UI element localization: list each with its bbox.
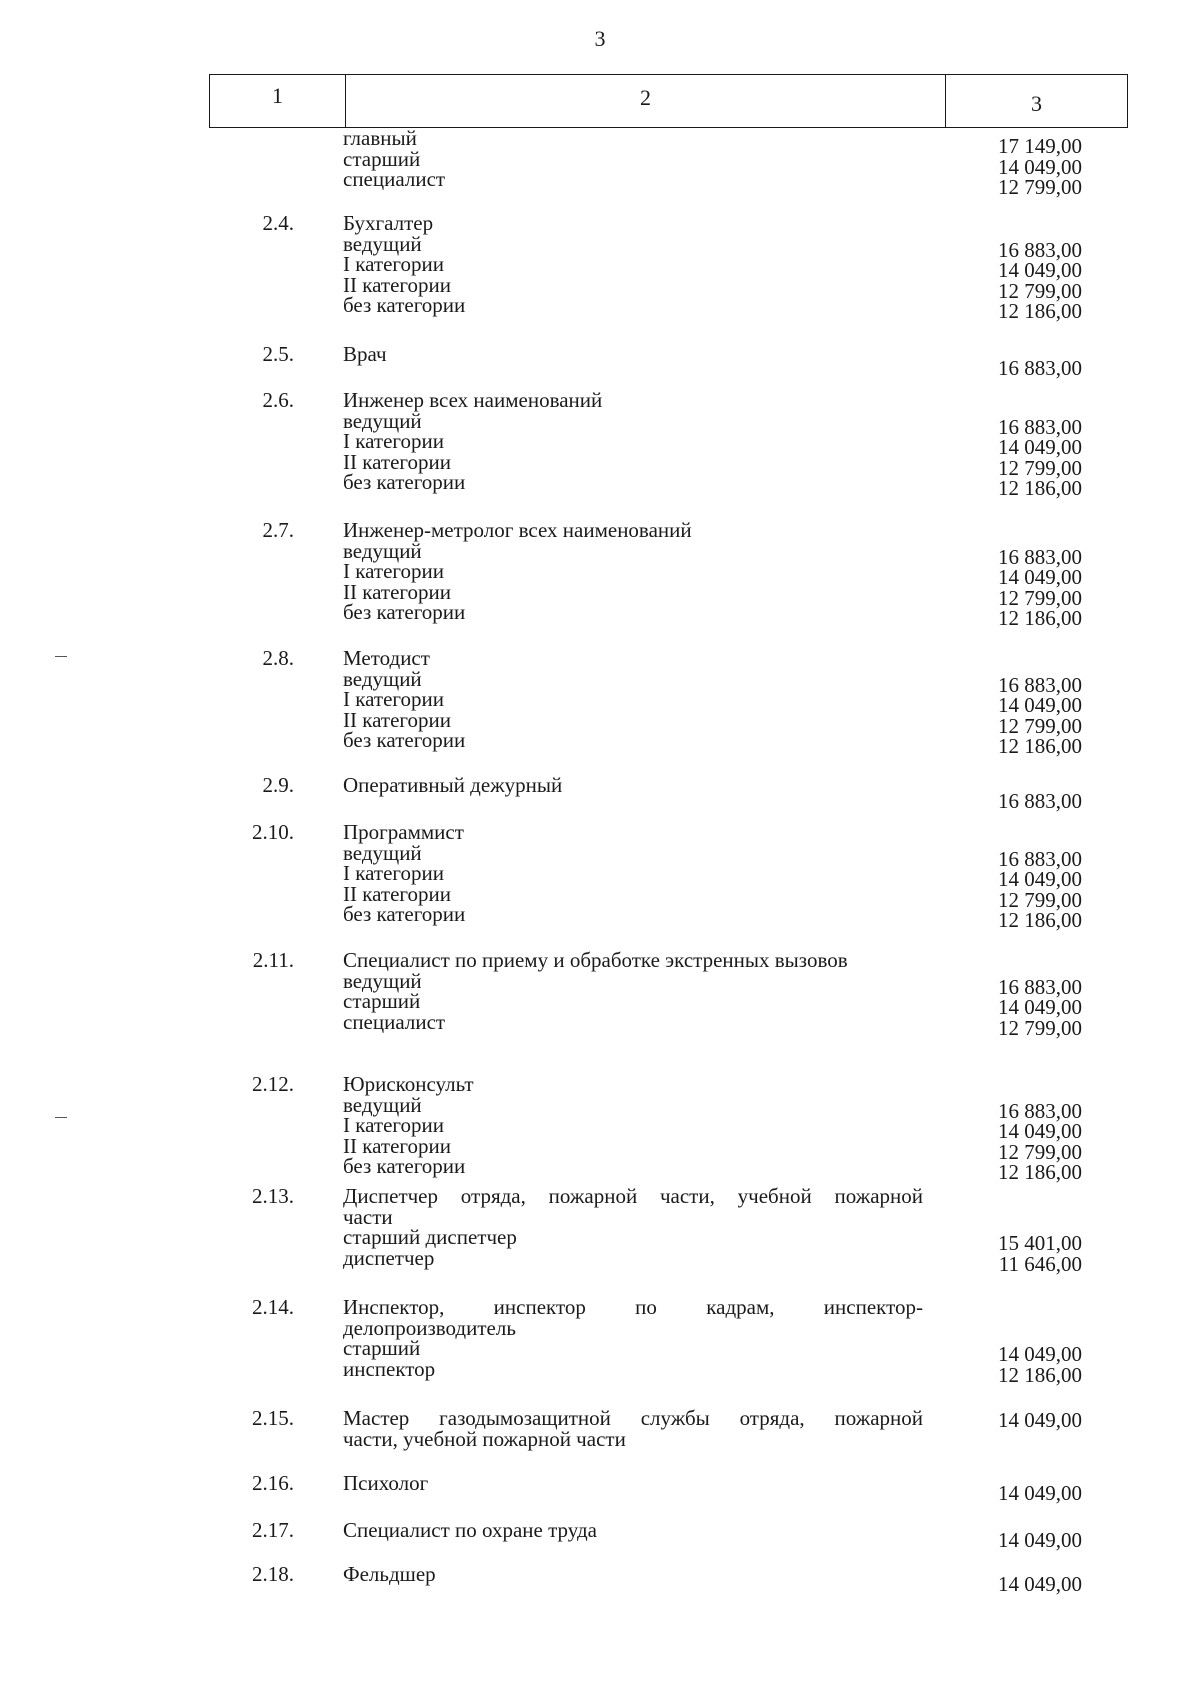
position-line: ведущий — [343, 538, 422, 563]
position-line: II категории — [343, 579, 451, 604]
position-line: II категории — [343, 272, 451, 297]
salary-values — [970, 654, 1082, 757]
row-number: 2.10. — [252, 820, 294, 844]
position-line: Врач — [343, 342, 387, 366]
position-line: ведущий — [343, 666, 422, 691]
salary-value — [970, 526, 1082, 547]
salary-value: 12 186,00 — [998, 1362, 1082, 1387]
salary-value: 16 883,00 — [998, 974, 1082, 999]
row-number: 2.5. — [262, 342, 294, 366]
position-line: части — [343, 1204, 393, 1229]
salary-value: 11 646,00 — [998, 1251, 1082, 1276]
position-line: старший диспетчер — [343, 1225, 517, 1249]
salary-value: 14 049,00 — [998, 1528, 1082, 1552]
margin-mark — [55, 1117, 67, 1118]
salary-value: 14 049,00 — [998, 1481, 1082, 1505]
salary-value: 12 186,00 — [998, 476, 1082, 500]
salary-value: 16 883,00 — [998, 672, 1082, 697]
salary-values — [970, 1192, 1082, 1274]
position-line: I категории — [343, 559, 444, 583]
salary-value: 14 049,00 — [998, 565, 1082, 589]
position-line: старший — [343, 146, 421, 171]
salary-value: 16 883,00 — [998, 237, 1082, 262]
position-title — [343, 1074, 923, 1177]
salary-value: 14 049,00 — [998, 1408, 1082, 1432]
row-number: 2.9. — [262, 773, 294, 797]
position-line: старший — [343, 989, 421, 1013]
position-line: ведущий — [343, 840, 422, 865]
salary-value: 14 049,00 — [998, 154, 1082, 179]
salary-value: 14 049,00 — [998, 693, 1082, 717]
position-line: Юрисконсульт — [343, 1072, 474, 1096]
row-number: 2.6. — [262, 388, 294, 412]
row-number: 2.17. — [252, 1518, 294, 1542]
salary-value: 14 049,00 — [998, 258, 1082, 282]
salary-value: 14 049,00 — [998, 1119, 1082, 1143]
position-line: I категории — [343, 687, 444, 711]
salary-value: 12 799,00 — [998, 585, 1082, 610]
position-line: I категории — [343, 429, 444, 453]
salary-value: 12 799,00 — [998, 1015, 1082, 1040]
position-line: без категории — [343, 470, 466, 494]
position-line: без категории — [343, 600, 466, 624]
position-title — [343, 1297, 923, 1379]
salary-values — [970, 1080, 1082, 1183]
position-line: Инспектор, инспектор по кадрам, инспектор- — [343, 1295, 923, 1319]
salary-values — [970, 219, 1082, 322]
position-line: без категории — [343, 728, 466, 752]
salary-value: 12 799,00 — [998, 887, 1082, 912]
salary-value — [970, 1324, 1082, 1345]
salary-value — [970, 828, 1082, 849]
position-line: части, учебной пожарной части — [343, 1426, 626, 1451]
position-line: ведущий — [343, 231, 422, 256]
position-title — [343, 822, 923, 925]
salary-value — [970, 1080, 1082, 1101]
position-line: ведущий — [343, 1092, 422, 1117]
salary-value — [970, 956, 1082, 977]
position-title — [343, 128, 923, 190]
position-line: I категории — [343, 861, 444, 885]
salary-values — [970, 358, 1082, 379]
position-line: без категории — [343, 902, 466, 926]
position-line: диспетчер — [343, 1245, 435, 1270]
table-header — [209, 74, 1128, 128]
salary-value: 14 049,00 — [998, 995, 1082, 1019]
position-line: I категории — [343, 1113, 444, 1137]
position-line: Психолог — [343, 1471, 429, 1495]
salary-values — [970, 136, 1082, 198]
row-number: 2.12. — [252, 1072, 294, 1096]
salary-value: 12 186,00 — [998, 734, 1082, 758]
header-col-3: 3 — [1031, 91, 1042, 116]
row-number: 2.8. — [262, 646, 294, 670]
row-number: 2.13. — [252, 1184, 294, 1208]
salary-value: 14 049,00 — [998, 867, 1082, 891]
position-line: ведущий — [343, 408, 422, 433]
position-title — [343, 775, 923, 796]
position-title — [343, 1473, 923, 1494]
position-title — [343, 1186, 923, 1268]
salary-value — [970, 1303, 1082, 1324]
position-line: Оперативный дежурный — [343, 773, 563, 797]
page-number: 3 — [594, 26, 606, 51]
position-line: делопроизводитель — [343, 1315, 516, 1340]
salary-value: 16 883,00 — [998, 414, 1082, 439]
row-number: 2.11. — [252, 948, 294, 972]
salary-values — [970, 1303, 1082, 1385]
position-line: II категории — [343, 707, 451, 732]
position-title — [343, 390, 923, 493]
position-line: II категории — [343, 1133, 451, 1158]
salary-value: 12 186,00 — [998, 1160, 1082, 1184]
position-line: Инженер-метролог всех наименований — [343, 518, 692, 542]
salary-value: 16 883,00 — [998, 846, 1082, 871]
position-line: Диспетчер отряда, пожарной части, учебной пожарной — [343, 1184, 923, 1208]
salary-value: 14 049,00 — [998, 1342, 1082, 1366]
header-col-2: 2 — [346, 75, 946, 127]
position-title — [343, 1520, 923, 1541]
position-line: Фельдшер — [343, 1562, 436, 1586]
salary-values — [970, 1410, 1082, 1431]
position-title — [343, 344, 923, 365]
position-line: Методист — [343, 646, 430, 670]
salary-value: 16 883,00 — [998, 1098, 1082, 1123]
position-line: старший — [343, 1336, 421, 1360]
salary-values — [970, 956, 1082, 1038]
position-line: Мастер газодымозащитной службы отряда, пожарной — [343, 1406, 923, 1430]
salary-value: 17 149,00 — [998, 134, 1082, 158]
position-title — [343, 520, 923, 623]
salary-value — [970, 219, 1082, 240]
row-number: 2.14. — [252, 1295, 294, 1319]
row-number: 2.18. — [252, 1562, 294, 1586]
salary-value: 14 049,00 — [998, 435, 1082, 459]
position-line: главный — [343, 126, 417, 150]
position-line: I категории — [343, 252, 444, 276]
position-line: Специалист по охране труда — [343, 1518, 597, 1542]
salary-values — [970, 1574, 1082, 1595]
row-number: 2.7. — [262, 518, 294, 542]
position-title — [343, 950, 923, 1032]
position-title — [343, 648, 923, 751]
salary-value: 12 186,00 — [998, 606, 1082, 630]
salary-value: 16 883,00 — [998, 544, 1082, 569]
position-title — [343, 1408, 923, 1449]
salary-values — [970, 1483, 1082, 1504]
salary-values — [970, 526, 1082, 629]
position-line: Специалист по приему и обработке экстренных вызовов — [343, 948, 848, 972]
salary-value: 12 186,00 — [998, 299, 1082, 323]
salary-value: 14 049,00 — [998, 1572, 1082, 1596]
salary-value: 16 883,00 — [998, 356, 1082, 380]
position-line: специалист — [343, 167, 446, 191]
position-line: II категории — [343, 881, 451, 906]
row-number: 2.4. — [262, 211, 294, 235]
position-line: II категории — [343, 449, 451, 474]
position-title — [343, 1564, 923, 1585]
position-title — [343, 213, 923, 316]
position-line: ведущий — [343, 968, 422, 993]
salary-values — [970, 1530, 1082, 1551]
salary-value: 12 186,00 — [998, 908, 1082, 932]
position-line: специалист — [343, 1009, 446, 1034]
salary-value — [970, 1213, 1082, 1234]
salary-value — [970, 1192, 1082, 1213]
position-line: инспектор — [343, 1356, 436, 1381]
position-line: Инженер всех наименований — [343, 388, 603, 412]
salary-value: 12 799,00 — [998, 278, 1082, 303]
salary-value — [970, 396, 1082, 417]
salary-value: 12 799,00 — [998, 1139, 1082, 1164]
margin-mark — [55, 656, 67, 657]
row-number: 2.16. — [252, 1471, 294, 1495]
position-line: без категории — [343, 1154, 466, 1178]
salary-value: 12 799,00 — [998, 455, 1082, 480]
row-number: 2.15. — [252, 1406, 294, 1430]
salary-values — [970, 396, 1082, 499]
position-line: Программист — [343, 820, 464, 844]
salary-value: 12 799,00 — [998, 175, 1082, 199]
salary-value: 16 883,00 — [998, 789, 1082, 813]
salary-values — [970, 828, 1082, 931]
position-line: без категории — [343, 293, 466, 317]
salary-value: 15 401,00 — [998, 1231, 1082, 1255]
salary-value — [970, 654, 1082, 675]
header-col-1: 1 — [210, 75, 346, 127]
salary-values — [970, 791, 1082, 812]
salary-value: 12 799,00 — [998, 713, 1082, 738]
position-line: Бухгалтер — [343, 211, 434, 235]
